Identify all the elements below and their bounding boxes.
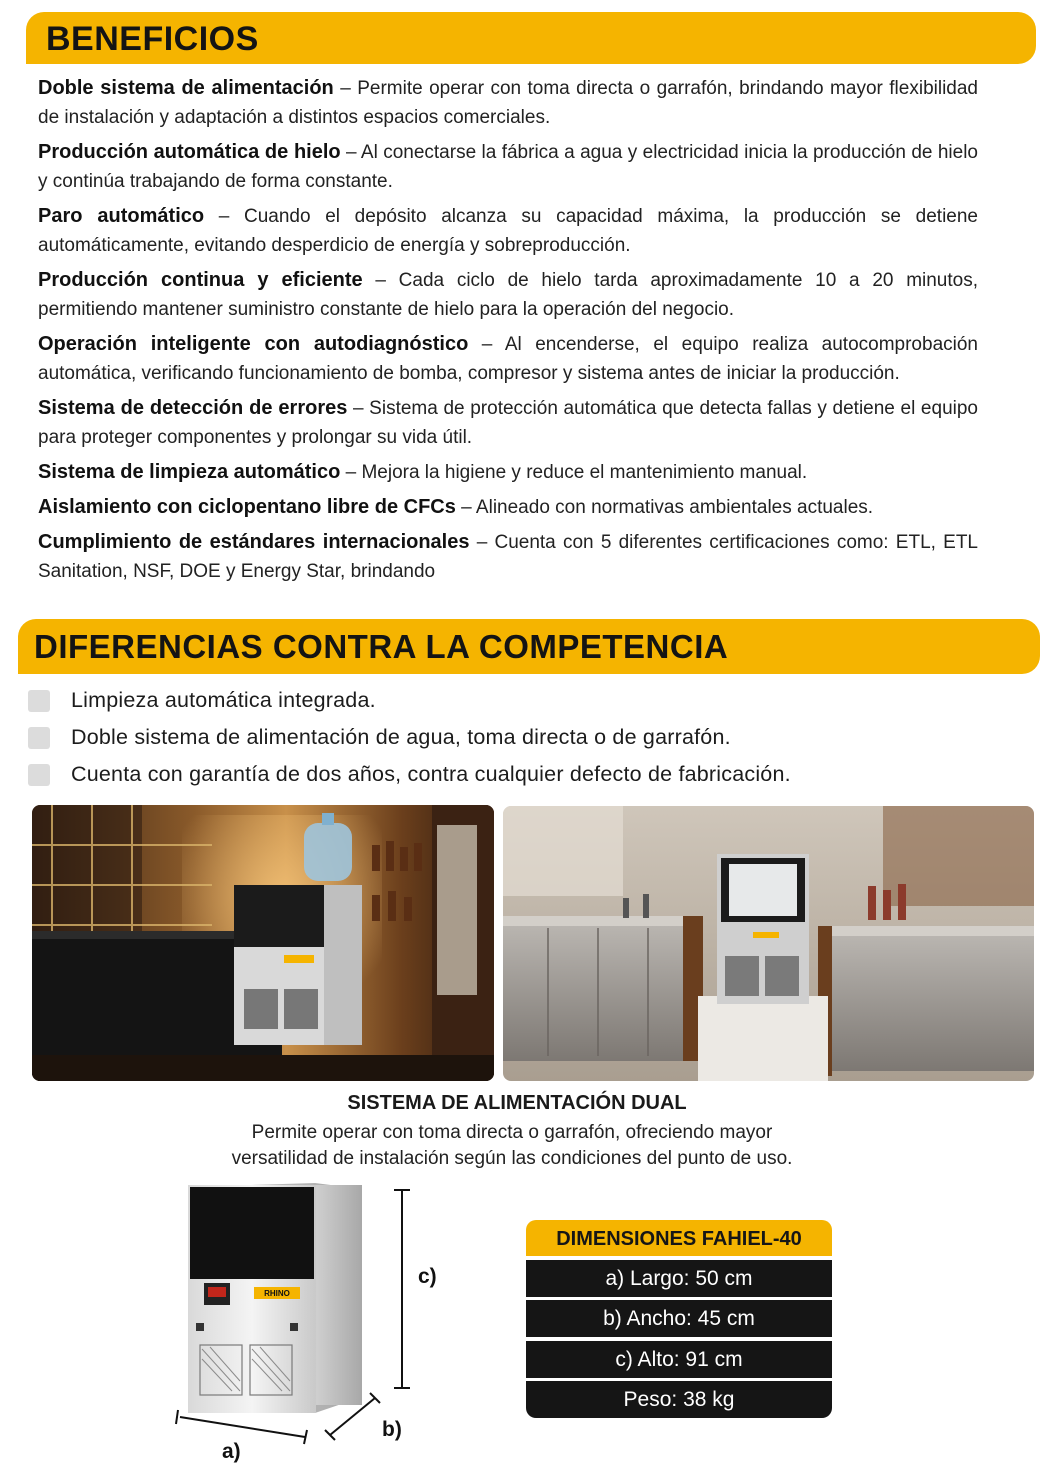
benefits-list [38, 74, 978, 592]
benefit-item [38, 138, 978, 196]
checkbox-icon [28, 764, 50, 786]
dimension-row: Peso: 38 kg [526, 1381, 832, 1418]
dual-system-line: Permite operar con toma directa o garrafón, ofreciendo mayor [251, 1122, 773, 1143]
dimension-row: b) Ancho: 45 cm [526, 1300, 832, 1337]
benefit-title: Doble sistema de alimentación [38, 77, 334, 99]
benefit-item [38, 528, 978, 586]
competition-banner [18, 619, 1040, 674]
benefit-item [38, 202, 978, 260]
benefit-desc: – Alineado con normativas ambientales actuales. [455, 497, 874, 518]
dimension-row: c) Alto: 91 cm [526, 1341, 832, 1378]
benefit-item [38, 74, 978, 132]
dual-system-description [0, 1120, 1024, 1172]
brand-badge: RHINO [264, 1289, 290, 1298]
list-item [28, 682, 928, 719]
benefit-desc: – Al conectarse la fábrica a agua y electricidad inicia la producción de hielo y continúa trabajando de forma constante. [38, 142, 978, 192]
benefit-title: Producción automática de hielo [38, 141, 341, 163]
dimensions-table [526, 1220, 832, 1418]
benefit-title: Aislamiento con ciclopentano libre de CFCs [38, 496, 456, 518]
competition-title: DIFERENCIAS CONTRA LA COMPETENCIA [34, 628, 729, 665]
benefit-title: Operación inteligente con autodiagnóstico [38, 333, 469, 355]
benefit-desc: – Cada ciclo de hielo tarda aproximadamente 10 a 20 minutos, permitiendo mantener suministro constante de hielo para la operación del negocio. [38, 270, 978, 320]
list-item [28, 719, 928, 756]
dimensions-title: DIMENSIONES FAHIEL-40 [526, 1220, 832, 1256]
benefit-item [38, 458, 978, 487]
benefit-desc: – Sistema de protección automática que detecta fallas y detiene el equipo para proteger componentes y prolongar su vida útil. [38, 398, 978, 448]
benefit-title: Producción continua y eficiente [38, 269, 363, 291]
benefit-item [38, 266, 978, 324]
bar-scene-photo [32, 805, 494, 1081]
competition-list [28, 682, 928, 793]
list-item-text: Cuenta con garantía de dos años, contra cualquier defecto de fabricación. [71, 762, 791, 786]
benefit-desc: – Al encenderse, el equipo realiza autocomprobación automática, verificando funcionamiento de bomba, compresor y sistema antes de iniciar la producción. [38, 334, 978, 384]
dimension-row: a) Largo: 50 cm [526, 1260, 832, 1297]
benefits-title: BENEFICIOS [46, 20, 259, 58]
benefits-banner [26, 12, 1036, 64]
list-item-text: Doble sistema de alimentación de agua, toma directa o de garrafón. [71, 725, 731, 749]
benefit-desc: – Cuenta con 5 diferentes certificaciones como: ETL, ETL Sanitation, NSF, DOE y Energy Star, brindando [38, 532, 978, 582]
benefit-desc: – Cuando el depósito alcanza su capacidad máxima, la producción se detiene automáticamente, evitando desperdicio de energía y sobreproducción. [38, 206, 978, 256]
benefit-item [38, 493, 978, 522]
length-label: a) [222, 1440, 241, 1463]
dual-system-title: SISTEMA DE ALIMENTACIÓN DUAL [347, 1092, 687, 1114]
benefit-desc: – Permite operar con toma directa o garrafón, brindando mayor flexibilidad de instalación y adaptación a distintos espacios comerciales. [38, 78, 978, 128]
benefit-title: Sistema de detección de errores [38, 397, 348, 419]
benefit-title: Cumplimiento de estándares internacionales [38, 531, 470, 553]
width-label: b) [382, 1418, 402, 1441]
benefit-title: Paro automático [38, 205, 205, 227]
kitchen-scene-photo [503, 806, 1034, 1081]
list-item [28, 756, 928, 793]
benefit-desc: – Mejora la higiene y reduce el mantenimiento manual. [340, 462, 808, 483]
list-item-text: Limpieza automática integrada. [71, 688, 376, 712]
benefit-item [38, 394, 978, 452]
checkbox-icon [28, 690, 50, 712]
benefit-item [38, 330, 978, 388]
height-label: c) [418, 1265, 437, 1288]
checkbox-icon [28, 727, 50, 749]
dual-system-line: versatilidad de instalación según las condiciones del punto de uso. [231, 1148, 793, 1169]
benefit-title: Sistema de limpieza automático [38, 461, 341, 483]
